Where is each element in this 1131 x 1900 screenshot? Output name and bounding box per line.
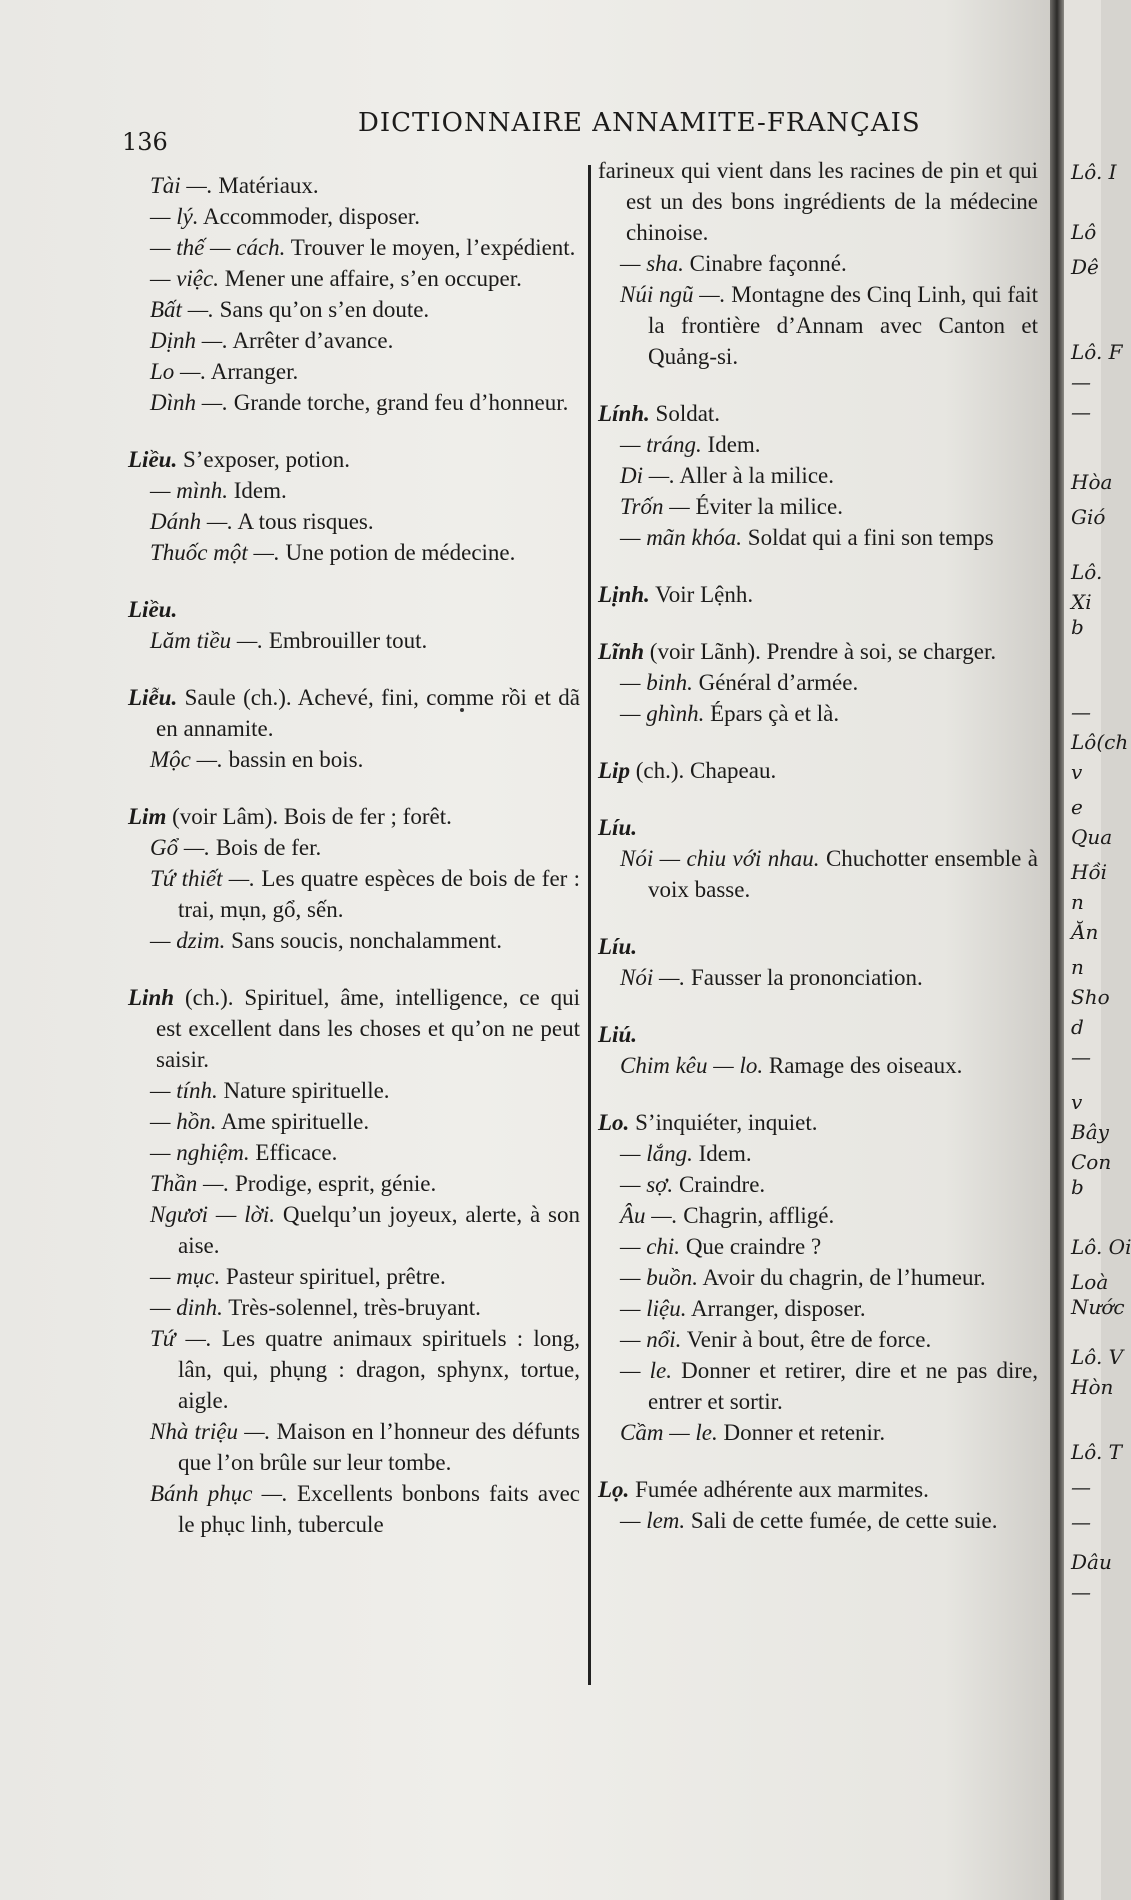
entry-term: Trốn — (620, 494, 690, 519)
dictionary-headword-entry (128, 801, 580, 832)
entry-term: — lý. (150, 204, 199, 229)
entry-term: — binh. (620, 670, 693, 695)
dictionary-headword-entry (598, 1019, 1038, 1050)
entry-term: Lịnh. (598, 582, 650, 607)
facing-page-fragment: Hồi (1071, 860, 1108, 884)
entry-definition: Accommoder, disposer. (203, 204, 420, 229)
facing-page-fragment: Hòn (1071, 1375, 1114, 1399)
facing-page-fragment: — (1071, 700, 1091, 724)
entry-definition: bassin en bois. (228, 747, 364, 772)
entry-definition: Idem. (233, 478, 287, 503)
dictionary-sub-entry (620, 429, 1038, 460)
entry-definition: Cinabre façonné. (689, 251, 847, 276)
entry-definition: Nature spirituelle. (223, 1078, 390, 1103)
dictionary-sub-entry (150, 863, 580, 925)
entry-definition: S’inquiéter, inquiet. (635, 1110, 818, 1135)
facing-page-fragment: — (1071, 400, 1091, 424)
facing-page-fragment: Bây (1071, 1120, 1109, 1144)
dictionary-sub-entry (150, 232, 580, 263)
entry-term: Ngươi — lời. (150, 1202, 276, 1227)
entry-term: Nhà triệu —. (150, 1419, 271, 1444)
entry-definition: Pasteur spirituel, prêtre. (226, 1264, 446, 1289)
dictionary-sub-entry (620, 843, 1038, 905)
entry-term: Lo —. (150, 359, 207, 384)
dictionary-headword-entry (598, 812, 1038, 843)
dictionary-headword-entry (598, 931, 1038, 962)
entry-term: — mục. (150, 1264, 221, 1289)
facing-page-fragment: n (1071, 890, 1084, 914)
dictionary-sub-entry (620, 962, 1038, 993)
dictionary-sub-entry (598, 155, 1038, 248)
entry-term: Dình —. (150, 390, 228, 415)
facing-page-fragment: — (1071, 1475, 1091, 1499)
dictionary-sub-entry (620, 1050, 1038, 1081)
entry-term: Thuốc một —. (150, 540, 280, 565)
entry-definition: Ramage des oiseaux. (768, 1053, 963, 1078)
entry-definition: (ch.). Spirituel, âme, intelligence, ce qui est excellent dans les choses et qu’on ne peut saisir. (156, 985, 580, 1072)
dictionary-sub-entry (150, 263, 580, 294)
dictionary-sub-entry (620, 491, 1038, 522)
dictionary-sub-entry (150, 925, 580, 956)
entry-definition: Les quatre animaux spirituels : long, lân, qui, phụng : dragon, sphynx, tortue, aigle. (178, 1326, 581, 1413)
entry-definition: Arranger. (210, 359, 299, 384)
entry-term: Liều. (128, 447, 178, 472)
entry-definition: Soldat. (655, 401, 721, 426)
dictionary-headword-entry (598, 636, 1038, 667)
entry-term: Lọ. (598, 1477, 630, 1502)
entry-definition: Les quatre espèces de bois de fer : trai, mụn, gổ, sến. (178, 866, 581, 922)
entry-term: Liều. (128, 597, 178, 622)
entry-definition: Épars çà et là. (710, 701, 840, 726)
entry-definition: Donner et retirer, dire et ne pas dire, entrer et sortir. (648, 1358, 1038, 1414)
entry-term: Di —. (620, 463, 675, 488)
entry-term: — dzim. (150, 928, 226, 953)
facing-page-fragment: Dâu (1071, 1550, 1112, 1574)
entry-term: Thần —. (150, 1171, 230, 1196)
entry-definition: Bois de fer. (215, 835, 322, 860)
entry-definition: Sali de cette fumée, de cette suie. (690, 1508, 998, 1533)
entry-definition: A tous risques. (237, 509, 374, 534)
entry-term: Núi ngũ —. (620, 282, 726, 307)
entry-definition: Maison en l’honneur des défunts que l’on brûle sur leur tombe. (178, 1419, 580, 1475)
entry-definition: Idem. (707, 432, 761, 457)
entry-term: Dịnh —. (150, 328, 228, 353)
entry-definition: Donner et retenir. (723, 1420, 886, 1445)
dictionary-sub-entry (620, 1293, 1038, 1324)
entry-definition: Prodige, esprit, génie. (235, 1171, 437, 1196)
entry-definition: Général d’armée. (698, 670, 859, 695)
entry-definition: Venir à bout, être de force. (686, 1327, 932, 1352)
entry-term: — chi. (620, 1234, 681, 1259)
dictionary-sub-entry (150, 201, 580, 232)
entry-definition: Chuchotter ensemble à voix basse. (648, 846, 1039, 902)
entry-term: — lắng. (620, 1141, 693, 1166)
entry-definition: Avoir du chagrin, de l’humeur. (702, 1265, 986, 1290)
dictionary-sub-entry (150, 1168, 580, 1199)
dictionary-sub-entry (150, 387, 580, 418)
dictionary-sub-entry (620, 667, 1038, 698)
entry-term: Bất —. (150, 297, 214, 322)
entry-definition: Fausser la prononciation. (690, 965, 923, 990)
entry-term: Lim (128, 804, 167, 829)
page-header (118, 100, 1018, 156)
dictionary-sub-entry (620, 1417, 1038, 1448)
entry-term: Nói —. (620, 965, 686, 990)
entry-term: Bánh phục —. (150, 1481, 288, 1506)
entry-definition: Aller à la milice. (679, 463, 834, 488)
dictionary-sub-entry (620, 248, 1038, 279)
right-column (598, 155, 1038, 1536)
facing-page-fragment: Loà (1071, 1270, 1109, 1294)
entry-term: — tính. (150, 1078, 218, 1103)
entry-term: — lem. (620, 1508, 686, 1533)
entry-term: — việc. (150, 266, 219, 291)
entry-definition: Montagne des Cinq Linh, qui fait la frontière d’Annam avec Canton et Quảng-si. (648, 282, 1038, 369)
entry-definition: Excellents bonbons faits avec le phục linh, tubercule (178, 1481, 580, 1537)
facing-page-fragment: — (1071, 1510, 1091, 1534)
facing-page-fragment: v (1071, 1090, 1083, 1114)
entry-definition: Craindre. (678, 1172, 766, 1197)
dictionary-sub-entry (620, 1355, 1038, 1417)
facing-page-fragment: Lô (1071, 220, 1097, 244)
entry-term: — sợ. (620, 1172, 674, 1197)
column-divider (588, 165, 591, 1685)
entry-term: — ghình. (620, 701, 705, 726)
entry-definition: Saule (ch.). Achevé, fini, comme rồi et dã en annamite. (156, 685, 580, 741)
entry-term: Nói — chiu với nhau. (620, 846, 820, 871)
dictionary-sub-entry (150, 1416, 580, 1478)
dictionary-sub-entry (150, 625, 580, 656)
entry-term: — sha. (620, 251, 684, 276)
dictionary-sub-entry (620, 522, 1038, 553)
facing-page-fragment: Nước (1071, 1295, 1125, 1319)
facing-page-fragment: b (1071, 1175, 1084, 1199)
entry-term: Lip (598, 758, 630, 783)
facing-page-fragment: Xi (1071, 590, 1092, 614)
facing-page-fragment: Ăn (1071, 920, 1099, 944)
entry-term: Liú. (598, 1022, 637, 1047)
facing-page-fragment: — (1071, 1580, 1091, 1604)
entry-term: — liệu. (620, 1296, 687, 1321)
dictionary-sub-entry (620, 1262, 1038, 1293)
book-gutter (1050, 0, 1064, 1900)
entry-definition: Soldat qui a fini son temps (747, 525, 994, 550)
dictionary-sub-entry (620, 1505, 1038, 1536)
entry-definition: (voir Lãnh). Prendre à soi, se charger. (649, 639, 997, 664)
dictionary-headword-entry (598, 579, 1038, 610)
dictionary-headword-entry (598, 1107, 1038, 1138)
facing-page-fragment: Lô. V (1071, 1345, 1124, 1369)
dictionary-headword-entry (598, 755, 1038, 786)
dictionary-sub-entry (620, 1200, 1038, 1231)
dictionary-sub-entry (150, 1323, 580, 1416)
dictionary-sub-entry (620, 1324, 1038, 1355)
dictionary-sub-entry (620, 698, 1038, 729)
entry-definition: Fumée adhérente aux marmites. (635, 1477, 929, 1502)
entry-definition: Embrouiller tout. (268, 628, 428, 653)
entry-definition: Matériaux. (218, 173, 319, 198)
entry-term: Tứ —. (150, 1326, 212, 1351)
entry-term: — nghiệm. (150, 1140, 250, 1165)
dictionary-sub-entry (150, 170, 580, 201)
entry-definition: Sans qu’on s’en doute. (219, 297, 430, 322)
entry-term: — thế — cách. (150, 235, 286, 260)
entry-term: — nổi. (620, 1327, 682, 1352)
dictionary-sub-entry (150, 356, 580, 387)
dictionary-sub-entry (150, 832, 580, 863)
facing-page-fragment: Gió (1071, 505, 1106, 529)
dictionary-headword-entry (128, 982, 580, 1075)
entry-definition: Grande torche, grand feu d’honneur. (233, 390, 569, 415)
facing-page-fragment: — (1071, 1045, 1091, 1069)
entry-definition: Quelqu’un joyeux, alerte, à son aise. (178, 1202, 581, 1258)
entry-term: Dánh —. (150, 509, 234, 534)
entry-term: Lĩnh (598, 639, 645, 664)
entry-definition: farineux qui vient dans les racines de pin et qui est un des bons ingrédients de la médecine chinoise. (598, 158, 1038, 245)
dictionary-sub-entry (620, 460, 1038, 491)
entry-term: — le. (620, 1358, 672, 1383)
entry-term: Mộc —. (150, 747, 223, 772)
facing-page-fragment: v (1071, 760, 1083, 784)
entry-definition: Voir Lệnh. (655, 582, 754, 607)
dictionary-sub-entry (620, 1138, 1038, 1169)
entry-term: Lính. (598, 401, 650, 426)
entry-definition: (ch.). Chapeau. (635, 758, 777, 783)
dictionary-sub-entry (150, 1261, 580, 1292)
page-number: 136 (122, 128, 168, 156)
dictionary-headword-entry (128, 594, 580, 625)
dictionary-sub-entry (150, 294, 580, 325)
facing-page-fragment: d (1071, 1015, 1084, 1039)
entry-term: Tài —. (150, 173, 213, 198)
dictionary-sub-entry (150, 1137, 580, 1168)
facing-page-fragment: Con (1071, 1150, 1112, 1174)
entry-term: — hồn. (150, 1109, 217, 1134)
entry-term: Linh (128, 985, 175, 1010)
entry-term: Liễu. (128, 685, 178, 710)
entry-term: Lo. (598, 1110, 630, 1135)
dictionary-sub-entry (620, 1231, 1038, 1262)
entry-term: — buồn. (620, 1265, 698, 1290)
dictionary-sub-entry (150, 1478, 580, 1540)
entry-definition: Mener une affaire, s’en occuper. (224, 266, 522, 291)
dictionary-sub-entry (150, 325, 580, 356)
dictionary-headword-entry (598, 398, 1038, 429)
facing-page-fragment: b (1071, 615, 1084, 639)
entry-term: Tứ thiết —. (150, 866, 256, 891)
entry-term: — mãn khóa. (620, 525, 743, 550)
entry-definition: S’exposer, potion. (182, 447, 351, 472)
facing-page-fragment: n (1071, 955, 1084, 979)
entry-definition: Sans soucis, nonchalamment. (231, 928, 503, 953)
facing-page-fragment: e (1071, 795, 1083, 819)
entry-term: Chim kêu — lo. (620, 1053, 764, 1078)
facing-page-fragment: Hòa (1071, 470, 1113, 494)
entry-definition: Arrêter d’avance. (232, 328, 394, 353)
entry-term: Lăm tiều —. (150, 628, 264, 653)
dictionary-sub-entry (620, 1169, 1038, 1200)
dictionary-sub-entry (150, 744, 580, 775)
page-title: DICTIONNAIRE ANNAMITE-FRANÇAIS (358, 108, 921, 138)
entry-definition: Idem. (698, 1141, 752, 1166)
dictionary-sub-entry (150, 1106, 580, 1137)
entry-term: Cầm — le. (620, 1420, 718, 1445)
dictionary-sub-entry (150, 1075, 580, 1106)
facing-page-fragment: Lô. Oi (1071, 1235, 1131, 1259)
entry-term: — mình. (150, 478, 228, 503)
dictionary-sub-entry (150, 537, 580, 568)
entry-term: — dinh. (150, 1295, 223, 1320)
facing-page-fragment: Qua (1071, 825, 1113, 849)
facing-page-fragment: Lô. F (1071, 340, 1123, 364)
dictionary-sub-entry (150, 506, 580, 537)
entry-definition: Ame spirituelle. (220, 1109, 370, 1134)
entry-definition: Arranger, disposer. (690, 1296, 866, 1321)
entry-term: Âu —. (620, 1203, 678, 1228)
dictionary-sub-entry (150, 1292, 580, 1323)
entry-definition: Trouver le moyen, l’expédient. (290, 235, 576, 260)
entry-term: Líu. (598, 815, 637, 840)
left-column (128, 170, 580, 1540)
facing-page-fragment: — (1071, 370, 1091, 394)
entry-definition: (voir Lâm). Bois de fer ; forêt. (172, 804, 452, 829)
dictionary-sub-entry (150, 475, 580, 506)
facing-page-fragment: Lô(ch (1071, 730, 1129, 754)
entry-term: Líu. (598, 934, 637, 959)
entry-definition: Très-solennel, très-bruyant. (228, 1295, 481, 1320)
facing-page-fragment: Lô. T (1071, 1440, 1123, 1464)
dictionary-headword-entry (128, 682, 580, 744)
facing-page-fragment: Sho (1071, 985, 1110, 1009)
entry-term: — tráng. (620, 432, 702, 457)
dictionary-sub-entry (620, 279, 1038, 372)
entry-definition: Une potion de médecine. (285, 540, 516, 565)
facing-page-fragment: Dê (1071, 255, 1099, 279)
entry-definition: Chagrin, affligé. (683, 1203, 835, 1228)
facing-page-edge (1064, 0, 1131, 1900)
dictionary-headword-entry (598, 1474, 1038, 1505)
facing-page-fragment: Lô. I (1071, 160, 1117, 184)
dictionary-sub-entry (150, 1199, 580, 1261)
entry-definition: Que craindre ? (685, 1234, 822, 1259)
entry-definition: Efficace. (255, 1140, 338, 1165)
entry-term: Gổ —. (150, 835, 211, 860)
dictionary-headword-entry (128, 444, 580, 475)
entry-definition: Éviter la milice. (695, 494, 843, 519)
facing-page-fragment: Lô. (1071, 560, 1103, 584)
